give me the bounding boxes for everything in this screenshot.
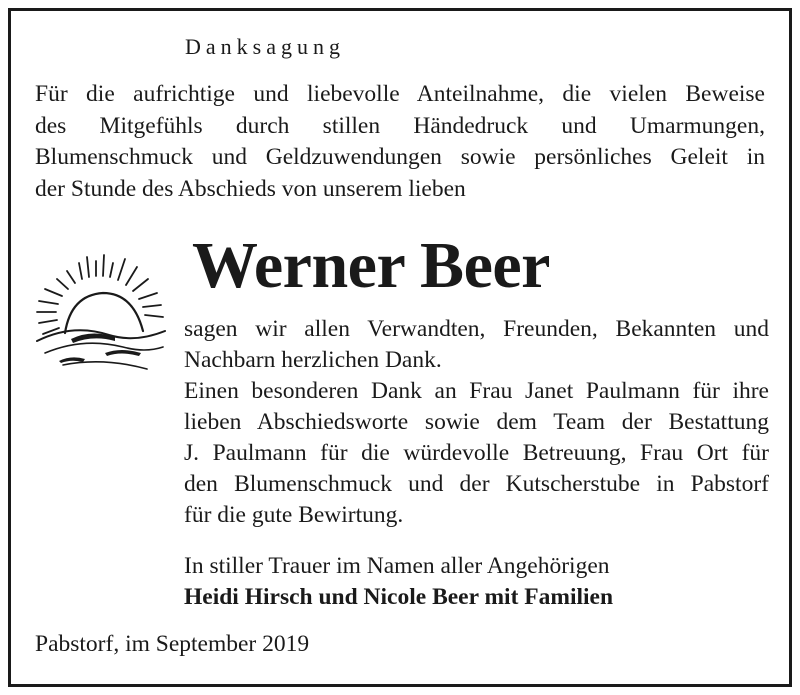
notice-frame — [8, 8, 792, 687]
sunset-over-hills-icon — [23, 249, 173, 375]
place-date: Pabstorf, im September 2019 — [35, 631, 310, 657]
thanks-line: Einen besonderen Dank an Frau Janet Paulmann für ihre — [184, 378, 769, 404]
thanks-line: lieben Abschiedsworte sowie dem Team der Bestattung — [184, 409, 769, 435]
intro-line: Für die aufrichtige und liebevolle Anteilnahme, die vielen Beweise — [35, 81, 765, 107]
thanks-line: J. Paulmann für die würdevolle Betreuung, Frau Ort für — [184, 440, 769, 466]
notice-heading: Danksagung — [185, 34, 345, 59]
thanks-line: sagen wir allen Verwandten, Freunden, Bekannten und — [184, 316, 769, 342]
intro-paragraph — [35, 79, 765, 205]
closing-line: In stiller Trauer im Namen aller Angehörigen — [184, 553, 610, 579]
thanks-paragraph — [184, 314, 769, 531]
thanks-line: Nachbarn herzlichen Dank. — [184, 347, 442, 373]
deceased-name: Werner Beer — [192, 229, 550, 302]
intro-line: des Mitgefühls durch stillen Händedruck und Umarmungen, — [35, 112, 765, 139]
thanks-line: den Blumenschmuck und der Kutscherstube in Pabstorf — [184, 471, 769, 497]
closing-block — [184, 551, 613, 613]
mourner-names: Heidi Hirsch und Nicole Beer mit Familien — [184, 584, 614, 610]
intro-line: Blumenschmuck und Geldzuwendungen sowie persönliches Geleit in — [35, 144, 765, 170]
intro-line: der Stunde des Abschieds von unserem lieben — [35, 175, 466, 202]
thanks-line: für die gute Bewirtung. — [184, 502, 404, 528]
